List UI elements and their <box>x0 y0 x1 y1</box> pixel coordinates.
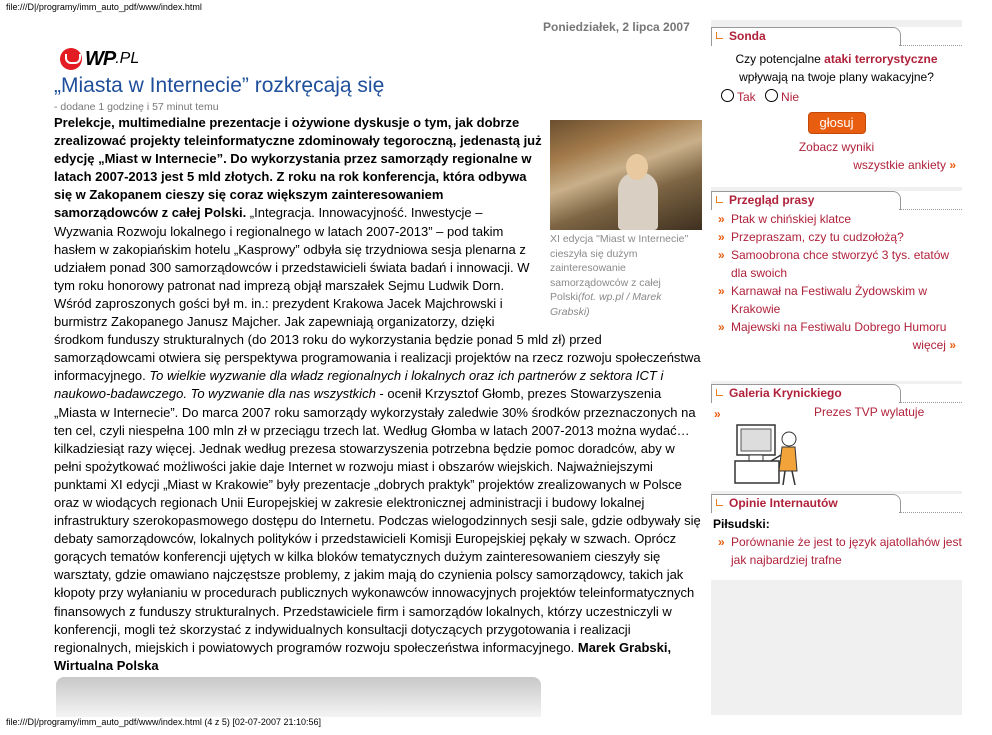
all-polls-link[interactable]: wszystkie ankiety » <box>853 158 956 172</box>
poll-tab <box>711 27 962 46</box>
article-quote: To wielkie wyzwanie dla władz regionalnych i lokalnych oraz ich partnerów z sektora ICT i naukowo-badawczego. To wyzwanie dla nas wszystkich <box>54 368 664 402</box>
arrow-icon: » <box>718 535 725 549</box>
press-more-link[interactable]: więcej » <box>912 338 956 352</box>
article-paragraph-2: - ocenił Krzysztof Głomb, prezes Stowarzyszenia „Miasta w Internecie”. Do marca 2007 roku samorządy wykorzystały zaledwie 30% środków przeznaczonych na ten cel, czyli niespełna 100 mln zł w przeciągu trzech lat. Według Głomba w latach 2007-2013 można wydać… kilkadziesiąt razy więcej. Jednak według prezesa stowarzyszenia potrzebna będzie pomoc doradców, aby w pełni spożytkować możliwości jakie daje Internet w rozwoju miast i obszarów wiejskich. Najważniejszymi punktami XI edycji „Miast w Krakowie” były prezentacje „dobrych praktyk” projektów zrealizowanych w Polsce oraz w wiodących regionach Unii Europejskiej w zakresie elektronicznej administracji i budowy lokalnej infrastruktury szerokopasmowego dostępu do Internetu. Podczas wielogodzinnych sesji sale, gdzie odbywały się debaty samorządowców, lokalnych polityków i przedstawicieli Komisji Europejskiej pękały w szwach. Oprócz gorących tematów konferencji ujętych w kilka bloków tematycznych dużym zainteresowaniem cieszyły się warsztaty, gdzie omawiano najczęstsze problemy, z jakim mają do czynienia polscy samorządowcy, takich jak kłopoty przy wyłanianiu w procedurach publicznych wykonawców innowacyjnych projektów teleinformatycznych finansowych z funduszy strukturalnych. Przedstawiciele firm i samorządów lokalnych, którzy uczestniczyli w konferencji, mogli też skorzystać z indywidualnych konsultacji dotyczących przygotowania i realizacji regionalnych, miejskich i powiatowych programów rozwoju społeczeństwa informacyjnego. <box>54 386 701 655</box>
gallery-box <box>711 384 962 491</box>
arrow-icon: » <box>718 212 725 226</box>
poll-question: Czy potencjalne ataki terrorystyczne wpływają na twoje plany wakacyjne? <box>735 52 938 84</box>
arrow-icon: » <box>949 158 956 172</box>
arrow-icon: » <box>949 338 956 352</box>
press-review-list <box>711 210 962 336</box>
press-review-tab <box>711 191 962 210</box>
gallery-tab <box>711 384 962 403</box>
press-item[interactable]: » Majewski na Festiwalu Dobrego Humoru <box>718 320 947 334</box>
article-body <box>54 114 702 675</box>
poll-title: Sonda <box>729 29 766 43</box>
tab-corner-icon <box>716 196 723 203</box>
poll-option-no[interactable]: Nie <box>781 90 800 104</box>
article-title: „Miasta w Internecie” rozkręcają się <box>54 74 385 97</box>
press-item[interactable]: » Ptak w chińskiej klatce <box>718 212 852 226</box>
caption-credit: (fot. wp.pl / Marek Grabski) <box>550 291 662 318</box>
page-date: Poniedziałek, 2 lipca 2007 <box>543 20 690 34</box>
tab-corner-icon <box>716 389 723 396</box>
logo-wp-text: WP <box>85 47 116 70</box>
bottom-panel <box>56 677 541 717</box>
vote-button[interactable]: głosuj <box>808 112 866 134</box>
opinions-tab <box>711 494 962 513</box>
article-figure <box>550 114 702 319</box>
opinions-box <box>711 494 962 580</box>
tab-corner-icon <box>716 499 723 506</box>
cartoon-image[interactable] <box>729 411 807 491</box>
article-meta: - dodane 1 godzinę i 57 minut temu <box>54 101 219 113</box>
arrow-icon: » <box>714 407 721 421</box>
arrow-icon: » <box>718 284 725 298</box>
poll-option-yes[interactable]: Tak <box>737 90 756 104</box>
opinion-item[interactable]: » Porównanie że jest to język ajatollahów jest jak najbardziej trafne <box>718 535 962 567</box>
press-item[interactable]: » Samoobrona chce stworzyć 3 tys. etatów dla swoich <box>718 248 950 280</box>
arrow-icon: » <box>718 248 725 262</box>
press-review-box <box>711 191 962 381</box>
photo-caption <box>550 232 702 319</box>
poll-question-highlight: ataki terrorystyczne <box>824 52 938 66</box>
poll-box <box>711 27 962 187</box>
computer-cartoon-icon <box>729 411 807 491</box>
poll-radio-yes[interactable] <box>721 89 734 102</box>
opinions-title: Opinie Internautów <box>729 496 838 510</box>
article-author: Marek Grabski, Wirtualna Polska <box>54 639 672 673</box>
wp-logo[interactable] <box>60 45 139 73</box>
opinions-list <box>711 533 962 569</box>
press-item[interactable]: » Przepraszam, czy tu cudzołożą? <box>718 230 904 244</box>
article-paragraph-1: „Integracja. Innowacyjność. Inwestycje – Wyzwania Rozwoju lokalnego i regionalnego w latach 2007-2013” – pod takim hasłem w zakopiańskim hotelu „Kasprowy” odbyła się trzydniowa sesja plenarna z udziałem ponad 300 samorządowców i przedstawicieli świata badań i innowacji. W tym roku honorowy patronat nad imprezą objął marszałek Sejmu Ludwik Dorn. Wśród zaproszonych gości był m. in.: prezydent Krakowa Jacek Majchrowski i burmistrz Zakopanego Janusz Majcher. Jak zapewniają organizatorzy, dzięki środkom funduszy strukturalnych (do 2013 roku do wykorzystania będzie ponad 5 mld zł) przed samorządowcami otwiera się perspektywa programowania i realizacji projektów na rzecz rozwoju społeczeństwa informacyjnego. <box>54 205 701 384</box>
poll-results-link[interactable]: Zobacz wyniki <box>798 140 875 154</box>
caption-text: XI edycja "Miast w Internecie" cieszyła się dużym zainteresowanie samorządowców z całej Polski <box>550 233 689 303</box>
logo-pl-text: .PL <box>115 50 140 67</box>
article-lead: Prelekcje, multimedialne prezentacje i ożywione dyskusje o tym, jak dobrze zrealizować projekty teleinformatyczne zdominowały tegoroczną, jedenastą już edycję „Miast w Internecie”. Do wykorzystania przez samorządy regionalne w latach 2007-2013 jest 5 mld złotych. Z roku na rok konferencja, która odbywa się w Zakopanem cieszy się coraz większym zainteresowaniem samorządowców z całej Polski. <box>54 115 542 221</box>
tab-corner-icon <box>716 32 723 39</box>
wp-logo-icon <box>60 48 82 70</box>
header-url: file:///D|/programy/imm_auto_pdf/www/index.html <box>6 2 202 12</box>
arrow-icon: » <box>718 230 725 244</box>
opinion-author: Piłsudski: <box>713 517 770 531</box>
gallery-item-link[interactable]: Prezes TVP wylatuje <box>814 405 925 419</box>
press-review-title: Przegląd prasy <box>729 193 815 207</box>
conference-photo <box>550 120 702 230</box>
press-item[interactable]: » Karnawał na Festiwalu Żydowskim w Krakowie <box>718 284 928 316</box>
poll-options <box>711 88 962 106</box>
poll-radio-no[interactable] <box>765 89 778 102</box>
footer-url: file:///D|/programy/imm_auto_pdf/www/index.html (4 z 5) [02-07-2007 21:10:56] <box>6 717 321 727</box>
arrow-icon: » <box>718 320 725 334</box>
gallery-title: Galeria Krynickiego <box>729 386 842 400</box>
